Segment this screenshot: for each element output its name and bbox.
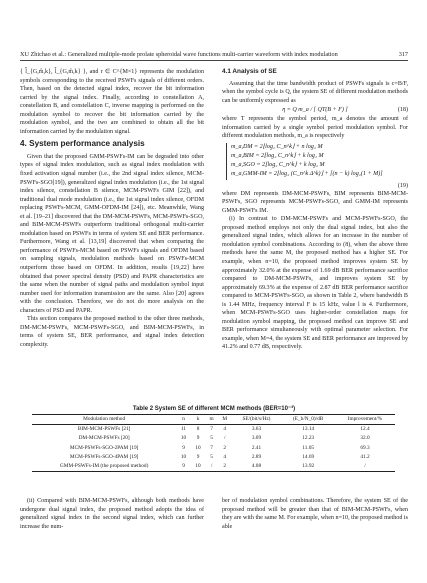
equation-19-line-gmm: m_a,GMM-IM = 2⌊log₂ (C_n^k Δ^k)⌋ + [(n − k) log₂(1 + M)] bbox=[231, 171, 383, 178]
table-cell: 10 bbox=[180, 453, 187, 460]
table-2-caption: Table 2 System SE of different MCM methods (BER=10⁻³) bbox=[132, 406, 296, 412]
right-column bbox=[222, 68, 408, 352]
equation-19-system bbox=[226, 143, 408, 180]
table-cell: 9 bbox=[182, 463, 185, 470]
table-cell: 10 bbox=[195, 444, 201, 451]
table-cell: 5 bbox=[210, 435, 213, 442]
table-cell: 14.69 bbox=[302, 453, 315, 460]
running-header bbox=[20, 50, 408, 61]
table-cell: 13.92 bbox=[302, 463, 315, 470]
table-cell: MCM-PSWFs-SGO-2PAM [19] bbox=[69, 444, 139, 451]
table-row bbox=[32, 434, 395, 443]
table-cell: 2.41 bbox=[251, 444, 262, 451]
equation-19-number: (19) bbox=[397, 182, 408, 189]
equation-18-body: η = Q m_a / [ QT(B + F) ] bbox=[282, 107, 348, 114]
table-cell: 32.0 bbox=[360, 435, 370, 442]
paragraph-bottom-right: ber of modulation symbol combinations. Therefore, the system SE of the proposed method will be greater than that of BIM-MCM-PSWFs, when they are with the same M. For example, when n=10, the proposed method is able bbox=[222, 498, 408, 530]
table-cell: MCM-PSWFs-SGO-4PAM [19] bbox=[69, 453, 139, 460]
table-cell: / bbox=[210, 463, 213, 470]
paragraph-bottom-left: (ii) Compared with BIM-MCM-PSWFs, although both methods have undergone dual signal index, the proposed method adopts the idea of generalized signal index in the second signal index, which can further increase the num- bbox=[20, 498, 204, 530]
table-cell: BIM-MCM-PSWFs [21] bbox=[77, 426, 131, 433]
table-cell: 13.14 bbox=[302, 426, 315, 433]
paragraph-se-3: where DM represents DM-MCM-PSWFs, BIM represents BIM-MCM-PSWFs, SGO represents MCM-PSWFs-SGO, and GMM-IM represents GMM-PSWFs IM. bbox=[222, 190, 408, 214]
table-2 bbox=[32, 414, 395, 472]
paragraph-section4-2: This section compares the proposed method to the other three methods, DM-MCM-PSWFs, MCM-PSWFs-SGO, and BIM-MCM-PSWFs, in terms of system SE, BER performance, and signal index detection complexity. bbox=[20, 316, 204, 348]
table-cell: 11.05 bbox=[302, 444, 315, 451]
table-cell: 8 bbox=[196, 426, 200, 433]
running-title: XU Zhichao et al.: Generalized multiple-mode prolate spheroidal wave functions multi-carrier waveform with index modulation bbox=[20, 51, 338, 58]
table-cell: 2.89 bbox=[251, 453, 262, 460]
subsection-4-1-title: 4.1 Analysis of SE bbox=[222, 68, 277, 75]
equation-19-line-bim: m_a,BIM = 2⌊log₂ C_n^k⌋ + k log₂ M bbox=[231, 153, 324, 160]
paragraph-decoding: { l̂_{G,m̂,k}, l̂_{G,m̂,k} }, and r ∈ C^{M×1} represents the modulation symbols corresponding to the received PSWFs signals of different orders. Then, based on the detected signal index, recover the bit information carried by the signal index. Finally, according to constellation A, constellation B, and constellation C, inverse mapping is performed on the modulation symbol to recover the bit information carried by the modulation symbol, and the two are combined to obtain all the bit information carried by the modulation signal. bbox=[20, 69, 204, 135]
table-cell: 2 bbox=[223, 463, 227, 470]
table-cell: 4 bbox=[223, 426, 227, 433]
table-cell: 5 bbox=[210, 453, 213, 460]
paragraph-section4-1: Given that the proposed GMM-PSWFs-IM can be degraded into other types of signal index modulation, such as signal index modulation with fixed activation signal number (i.e., the 2nd signal index silence, MCM-PSWFs-SGO[19]), generalized signal index modulation (i.e., the 1st signal index silence, constellation B silence, MCM-PSWFs GIM [22]), and traditional dual mode modulation (i.e., the 1st signal index silence, OFDM replacing PSWFs-MCM, GMM-OFDM-IM [24]), etc. Meanwhile, Wang et al. [19–21] discovered that the DM-MCM-PSWFs, MCM-PSWFs-SGO, and BIM-MCM-PSWFs outperform traditional orthogonal multi-carrier modulation based on PSWFs in terms of system SE and BER performance. Furthermore, Wang et al. [13,19] discovered that when comparing the performance of PSWFs-MCM based on PSWFs signals and OFDM based on sampling signals, modulation methods based on PSWFs-MCM outperform those based on OFDM. In addition, results [19,22] have obtained that power spectral density (PSD) and PAPR characteristics are the same when the number of signal paths and modulation symbol input number used for information transmission are the same. Also [20] agrees with the conclusion. Therefore, we do not do more analysis on the characters of PSD and PAPR. bbox=[20, 153, 204, 314]
table-row bbox=[32, 444, 395, 453]
table-header-row bbox=[32, 415, 395, 425]
table-row bbox=[32, 425, 395, 435]
table-header-cell: n bbox=[182, 416, 185, 422]
equation-18 bbox=[222, 105, 408, 115]
table-header-cell: (E_b/N_0)/dB bbox=[293, 416, 324, 422]
table-header-cell: Modulation method bbox=[83, 416, 126, 422]
table-row bbox=[32, 453, 395, 462]
paragraph-se-1: Assuming that the time bandwidth product of PSWFs signals is c=B/F, when the symbol cycle is Q, the system SE of different modulation methods can be uniformly expressed as bbox=[222, 80, 408, 104]
table-cell: 10 bbox=[180, 435, 187, 442]
left-column bbox=[20, 68, 204, 350]
table-header-cell: m bbox=[209, 416, 214, 422]
table-cell: 2 bbox=[223, 444, 227, 451]
table-header-cell: SE/(bit/s/Hz) bbox=[242, 416, 271, 422]
table-cell: / bbox=[364, 463, 366, 470]
table-cell: DM-MCM-PSWFs [20] bbox=[78, 435, 130, 442]
table-cell: 9 bbox=[182, 444, 185, 451]
table-cell: / bbox=[223, 435, 226, 442]
table-cell: 3.09 bbox=[251, 435, 262, 442]
table-cell: 12.23 bbox=[302, 435, 315, 442]
page-number: 317 bbox=[398, 51, 408, 58]
paragraph-se-4: (i) In contrast to DM-MCM-PSWFs and MCM-PSWFs-SGO, the proposed method employs not only the dual signal index, but also the generalized signal index, which allows for an increase in the number of modulation symbol combinations. According to (8), when the above three methods have the same M, the proposed method has a higher SE. For example, when n=10, the proposed method improves system SE by approximately 32.0% at the expense of 1.69 dB BER performance sacrifice compared to DM-MCM-PSWFs, and improves system SE by approximately 69.3% at the expense of 2.87 dB BER performance sacrifice compared to MCM-PSWFs-SGO, as shown in Table 2, where bandwidth B is 1.44 MHz, frequency interval F is 15 kHz, value l is 4. Furthermore, when MCM-PSWFs-SGO uses higher-order constellation maps for modulation symbol mapping, the proposed method can improve SE and BER performance simultaneously with optimal parameter selection. For example, when M=4, the system SE and BER performance are improved by 41.2% and 0.77 dB, respectively. bbox=[222, 216, 408, 351]
table-cell: 9 bbox=[196, 453, 200, 460]
table-cell: 4 bbox=[223, 453, 227, 460]
paragraph-se-2: where T represents the symbol period, m_a denotes the amount of information carried by a single symbol period modulation symbol. For different modulation methods, m_a is respectively bbox=[222, 116, 408, 140]
table-cell: 11 bbox=[180, 426, 187, 433]
bottom-right-column bbox=[222, 497, 408, 531]
table-header-cell: k bbox=[196, 416, 200, 422]
table-header-cell: Improvement/% bbox=[347, 416, 383, 422]
table-header-cell: M bbox=[222, 416, 228, 422]
table-cell: 7 bbox=[210, 426, 213, 433]
table-cell: 4.08 bbox=[251, 463, 262, 470]
table-cell: 10 bbox=[195, 463, 201, 470]
equation-18-number: (18) bbox=[397, 107, 408, 114]
table-cell: GMM-PSWFs-IM (the proposed method) bbox=[59, 463, 149, 470]
bottom-left-column bbox=[20, 497, 204, 531]
table-cell: 7 bbox=[210, 444, 213, 451]
table-cell: 12.4 bbox=[360, 426, 370, 433]
section-4-title: 4. System performance analysis bbox=[20, 139, 145, 149]
table-cell: 3.63 bbox=[251, 426, 262, 433]
equation-19-line-dm: m_a,DM = 2⌊log₂ C_n^k⌋ + n log₂ M bbox=[231, 143, 323, 150]
equation-19-line-sgo: m_a,SGO = 2⌊log₂ C_n^k⌋ + k log₂ M bbox=[231, 162, 325, 169]
table-row bbox=[32, 462, 395, 472]
table-cell: 69.3 bbox=[360, 444, 370, 451]
table-cell: 41.2 bbox=[360, 453, 370, 460]
table-cell: 9 bbox=[196, 435, 200, 442]
